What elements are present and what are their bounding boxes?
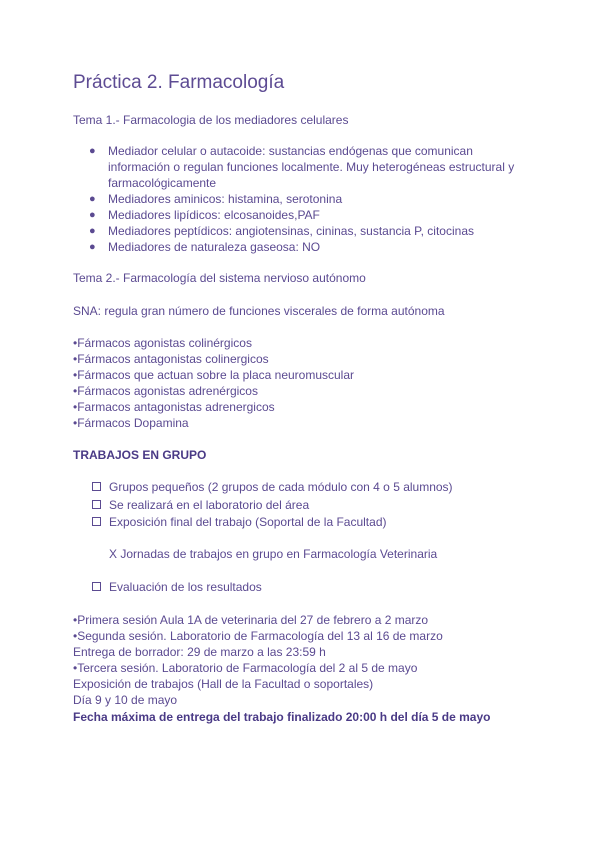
checklist-item [92,479,453,497]
bullet-icon: ● [89,193,96,205]
list-item-text: Mediadores de naturaleza gaseosa: NO [108,240,321,254]
checkbox-icon [92,582,101,591]
list-item [89,143,529,191]
tema1-bullet-list [89,143,529,255]
checkbox-icon [92,500,101,509]
list-item [89,239,529,255]
tema1-heading: Tema 1.- Farmacologia de los mediadores celulares [73,113,349,127]
sesion-line: •Primera sesión Aula 1A de veterinaria del 27 de febrero a 2 marzo [73,613,429,627]
evaluacion-checklist [92,579,262,597]
list-item [89,191,529,207]
checklist-item-text: Se realizará en el laboratorio del área [109,497,310,512]
sna-description: SNA: regula gran número de funciones viscerales de forma autónoma [73,304,445,318]
sesion-line: Día 9 y 10 de mayo [73,693,178,707]
checklist-item [92,514,453,532]
farmacos-item: •Farmacos antagonistas adrenergicos [73,400,275,414]
farmacos-item: •Fármacos agonistas colinérgicos [73,336,252,350]
page-title: Práctica 2. Farmacología [73,72,285,93]
sesion-line: Exposición de trabajos (Hall de la Facultad o soportales) [73,677,374,691]
bullet-icon: ● [89,209,96,221]
bullet-icon: ● [89,241,96,253]
trabajos-checklist [92,479,453,532]
jornadas-text: X Jornadas de trabajos en grupo en Farmacología Veterinaria [109,547,438,561]
checklist-item-text: Evaluación de los resultados [109,580,262,594]
bullet-icon: ● [89,145,96,157]
list-item-text: Mediadores aminicos: histamina, serotonina [108,192,343,206]
bullet-icon: ● [89,225,96,237]
farmacos-item: •Fármacos agonistas adrenérgicos [73,384,258,398]
sesion-line: Entrega de borrador: 29 de marzo a las 23:59 h [73,645,326,659]
list-item [89,223,529,239]
checklist-item [92,497,453,515]
trabajos-heading: TRABAJOS EN GRUPO [73,448,207,462]
farmacos-item: •Fármacos antagonistas colinergicos [73,352,269,366]
checklist-item-text: Grupos pequeños (2 grupos de cada módulo con 4 o 5 alumnos) [109,480,453,494]
farmacos-item: •Fármacos que actuan sobre la placa neuromuscular [73,368,355,382]
checkbox-icon [92,482,101,491]
sesion-line: •Tercera sesión. Laboratorio de Farmacología del 2 al 5 de mayo [73,661,418,675]
checklist-item-text: Exposición final del trabajo (Soportal de la Facultad) [109,515,387,529]
fecha-maxima: Fecha máxima de entrega del trabajo finalizado 20:00 h del día 5 de mayo [73,710,491,724]
tema2-heading: Tema 2.- Farmacología del sistema nervioso autónomo [73,271,366,285]
farmacos-item: •Fármacos Dopamina [73,416,189,430]
checkbox-icon [92,517,101,526]
list-item-text: Mediadores peptídicos: angiotensinas, cininas, sustancia P, citocinas [108,224,474,238]
list-item-text: Mediadores lipídicos: elcosanoides,PAF [108,208,320,222]
checklist-item [92,579,262,597]
list-item-text: Mediador celular o autacoide: sustancias endógenas que comunican información o regulan funciones localmente. Muy heterogéneas estructural y farmacológicamente [108,144,515,190]
sesion-line: •Segunda sesión. Laboratorio de Farmacología del 13 al 16 de marzo [73,629,443,643]
list-item [89,207,529,223]
